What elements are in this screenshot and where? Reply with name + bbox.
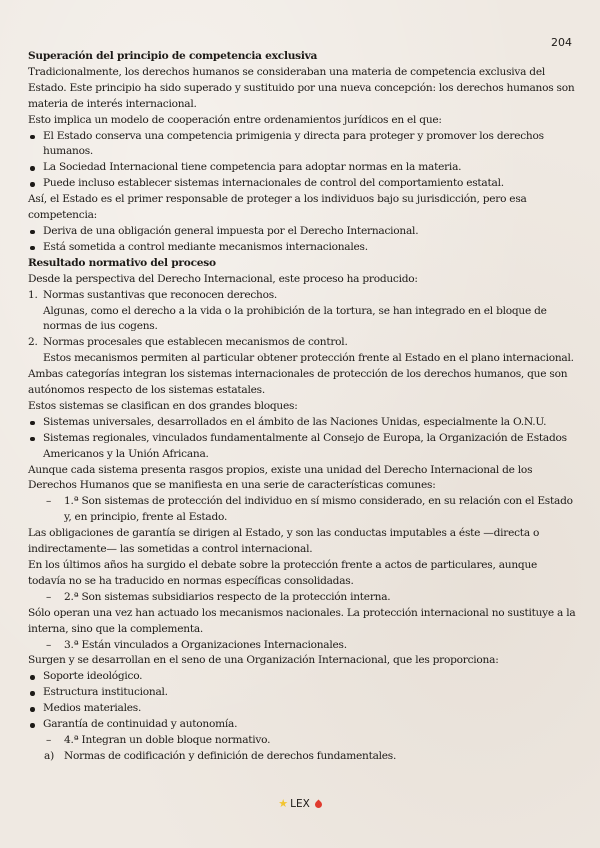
item-text: Algunas, como el derecho a la vida o la prohibición de la tortura, se han integrado en el bloque de normas de ius cogens.: [43, 304, 547, 333]
star-icon: ★: [278, 797, 289, 810]
dash-mark: –: [46, 733, 52, 746]
paragraph: Estos sistemas se clasifican en dos grandes bloques:: [28, 399, 298, 412]
list-item: La Sociedad Internacional tiene competencia para adoptar normas en la materia.: [28, 160, 576, 176]
dash-mark: –: [46, 495, 52, 508]
list-item: Soporte ideológico.: [28, 669, 576, 685]
list-item: Puede incluso establecer sistemas internacionales de control del comportamiento estatal.: [28, 176, 576, 192]
dash-text: 4.ª Integran un doble bloque normativo.: [64, 733, 271, 746]
list-item: Sistemas regionales, vinculados fundamentalmente al Consejo de Europa, la Organización de Estados Americanos y la Unión Africana.: [28, 431, 576, 463]
paragraph: Esto implica un modelo de cooperación entre ordenamientos jurídicos en el que:: [28, 113, 442, 126]
dash-text: 2.ª Son sistemas subsidiarios respecto de la protección interna.: [64, 590, 391, 603]
list-item: Deriva de una obligación general impuesta por el Derecho Internacional.: [28, 224, 576, 240]
paragraph: En los últimos años ha surgido el debate sobre la protección frente a actos de particulares, aunque todavía no se ha traducido en normas específicas consolidadas.: [28, 559, 538, 587]
bullet-list: [28, 129, 576, 193]
paragraph: Ambas categorías integran los sistemas internacionales de protección de los derechos humanos, que son autónomos respecto de los sistemas estatales.: [28, 368, 568, 397]
item-title: Normas procesales que establecen mecanismos de control.: [43, 336, 348, 349]
dash-item: [28, 494, 576, 526]
bullet-list: [28, 415, 576, 463]
paragraph: Sólo operan una vez han actuado los mecanismos nacionales. La protección internacional no sustituye a la interna, sino que la complementa.: [28, 606, 576, 635]
dash-item: [28, 733, 576, 749]
dash-item: [28, 638, 576, 654]
section-heading: Superación del principio de competencia exclusiva: [28, 50, 318, 62]
list-item: [28, 335, 576, 367]
paragraph: Las obligaciones de garantía se dirigen al Estado, y son las conductas imputables a éste —directa o indirectamente— las sometidas a control internacional.: [28, 527, 540, 556]
bullet-list: [28, 669, 576, 733]
numbered-list: [28, 288, 576, 368]
section-heading: Resultado normativo del proceso: [28, 256, 216, 269]
list-item: Estructura institucional.: [28, 685, 576, 701]
bullet-list: [28, 224, 576, 256]
item-number: 2.: [28, 336, 38, 349]
item-text: Estos mecanismos permiten al particular obtener protección frente al Estado en el plano internacional.: [43, 352, 574, 365]
list-item: Garantía de continuidad y autonomía.: [28, 717, 576, 733]
paragraph: Así, el Estado es el primer responsable de proteger a los individuos bajo su jurisdicción, pero esa competencia:: [28, 193, 527, 222]
alpha-item: [28, 749, 576, 765]
dash-mark: –: [46, 590, 52, 603]
paragraph: Aunque cada sistema presenta rasgos propios, existe una unidad del Derecho Internacional de los Derechos Humanos que se manifiesta en una serie de características comunes:: [28, 463, 533, 492]
logo-text: LEX: [290, 797, 310, 810]
list-item: El Estado conserva una competencia primigenia y directa para proteger y promover los derechos humanos.: [28, 129, 576, 161]
dash-mark: –: [46, 638, 52, 651]
item-title: Normas sustantivas que reconocen derechos.: [43, 288, 278, 301]
page-number: 204: [551, 36, 572, 49]
paragraph: Tradicionalmente, los derechos humanos se consideraban una materia de competencia exclusiva del Estado. Este principio ha sido superado y sustituido por una nueva concepción: los derechos humanos son materia de interés internacional.: [28, 65, 575, 110]
list-item: [28, 288, 576, 336]
alpha-mark: a): [44, 749, 54, 762]
drop-icon: [313, 800, 323, 810]
list-item: Medios materiales.: [28, 701, 576, 717]
document-body: [28, 49, 576, 765]
item-number: 1.: [28, 288, 38, 301]
dash-text: 1.ª Son sistemas de protección del individuo en sí mismo considerado, en su relación con el Estado y, en principio, frente al Estado.: [64, 495, 573, 524]
paragraph: Desde la perspectiva del Derecho Internacional, este proceso ha producido:: [28, 272, 418, 285]
paragraph: Surgen y se desarrollan en el seno de una Organización Internacional, que les proporciona:: [28, 654, 499, 667]
list-item: Sistemas universales, desarrollados en el ámbito de las Naciones Unidas, especialmente la O.N.U.: [28, 415, 576, 431]
dash-item: [28, 590, 576, 606]
alpha-text: Normas de codificación y definición de derechos fundamentales.: [64, 749, 397, 762]
dash-text: 3.ª Están vinculados a Organizaciones Internacionales.: [64, 638, 347, 651]
footer-logo: [0, 797, 600, 810]
list-item: Está sometida a control mediante mecanismos internacionales.: [28, 240, 576, 256]
